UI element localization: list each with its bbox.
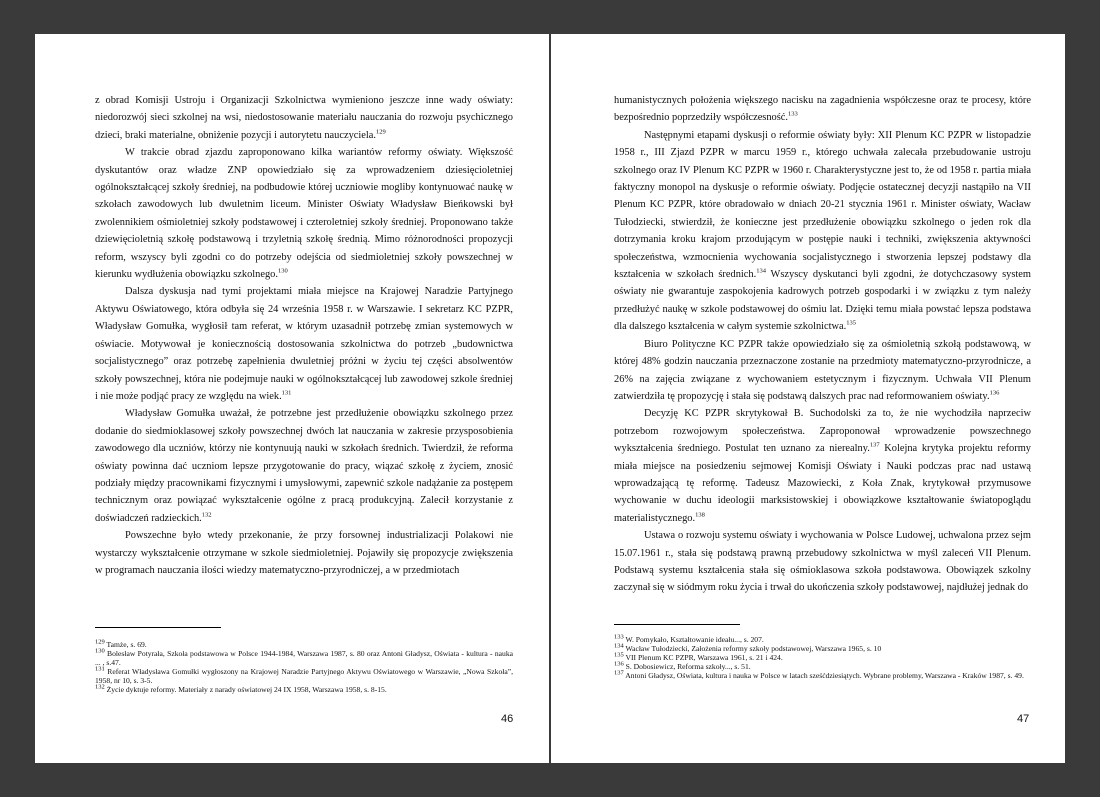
footnote: $^{131}$ Referat Władysława Gomułki wygłoszony na Krajowej Naradzie Partyjnego Aktywu Oświatowego w Warszawie, „Nowa Szkoła”, 1958, nr 10, s. 3-5. bbox=[95, 665, 513, 686]
footnote-ref[interactable]: 135 bbox=[846, 319, 857, 327]
left-page bbox=[35, 34, 549, 763]
footnote: $^{134}$ Wacław Tułodziecki, Założenia reformy szkoły podstawowej, Warszawa 1965, s. 10 bbox=[614, 642, 882, 654]
footnote: $^{132}$ Życie dyktuje reformy. Materiały z narady oświatowej 24 IX 1958, Warszawa 1958, s. 8-15. bbox=[95, 683, 387, 695]
footnote: $^{129}$ Tamże, s. 69. bbox=[95, 638, 147, 649]
footnote: $^{135}$ VII Plenum KC PZPR, Warszawa 1961, s. 21 i 424. bbox=[614, 651, 783, 663]
footnote: $^{130}$ Bolesław Potyrała, Szkoła podstawowa w Polsce 1944-1984, Warszawa 1987, s. 80 oraz Antoni Gładysz, Oświata - kultura - nauka ... , s.47. bbox=[95, 647, 513, 668]
footnote-divider bbox=[95, 627, 221, 628]
paragraph: Powszechne było wtedy przekonanie, że przy forsownej industrializacji Polakowi nie wystarczy wykształcenie otrzymane w szkole siedmioletniej. Pojawiły się propozycje zwiększenia w programach nauczania ilości wiedzy matematyczno-przyrodniczej, a w przedmiotach bbox=[95, 530, 513, 576]
footnote-ref[interactable]: 130 bbox=[277, 267, 288, 275]
footnotes bbox=[95, 640, 513, 695]
footnote-ref[interactable]: 129 bbox=[376, 128, 386, 136]
footnote-ref[interactable]: 132 bbox=[201, 511, 212, 519]
paragraph: humanistycznych położenia większego nacisku na zagadnienia współczesne oraz te procesy, które bezpośrednio poprzedziły współczesność.$^{133}$ bbox=[614, 95, 1031, 124]
paragraph: Biuro Polityczne KC PZPR także opowiedziało się za ośmioletnią szkołą podstawową, w której 48% godzin nauczania przeznaczone zostanie na przedmioty matematyczno-przyrodnicze, a 26% na zajęcia związane z wychowaniem estetycznym i fizycznym. Uchwała VII Plenum zatwierdziła tę propozycję i stała się podstawą dalszych prac nad reformowaniem oświaty.$^{136}$ bbox=[614, 338, 1031, 402]
paragraph: Dalsza dyskusja nad tymi projektami miała miejsce na Krajowej Naradzie Partyjnego Aktywu Oświatowego, która odbyła się 24 września 1958 r. w Warszawie. I sekretarz KC PZPR, Władysław Gomułka, wygłosił tam referat, w którym uzasadnił potrzebę zmian systemowych w oświacie. Motywował je koniecznością dostosowania szkolnictwa do potrzeb „budownictwa socjalistycznego” oraz potrzebę zapełnienia dwuletniej próżni w życiu tej części absolwentów szkoły powszechnej, która nie podejmuje nauki w ogólnokształcącej lub zawodowej szkole średniej i nie może podjąć pracy ze względu na wiek.$^{131}$ bbox=[95, 286, 513, 402]
footnote: $^{136}$ S. Dobosiewicz, Reforma szkoły..., s. 51. bbox=[614, 660, 751, 672]
paragraph: Ustawa o rozwoju systemu oświaty i wychowania w Polsce Ludowej, uchwalona przez sejm 15.07.1961 r., stała się podstawą prawną przebudowy szkolnictwa w myśl zaleceń VII Plenum. Podstawą systemu kształcenia stała się ośmioklasowa szkoła podstawowa. Obowiązek szkolny zaczynał się w siódmym roku życia i trwał do ukończenia szkoły podstawowej, najdłużej jednak do bbox=[614, 530, 1031, 594]
footnote-ref[interactable]: 137 bbox=[869, 441, 880, 449]
body-text bbox=[95, 92, 513, 579]
right-page bbox=[551, 34, 1065, 763]
page-number: 46 bbox=[501, 713, 514, 725]
page-number: 47 bbox=[1017, 713, 1030, 725]
paragraph: Następnymi etapami dyskusji o reformie oświaty były: XII Plenum KC PZPR w listopadzie 1958 r., III Zjazd PZPR w marcu 1959 r., którego uchwała zalecała przebudowanie ustroju szkolnego oraz IV Plenum KC PZPR w 1960 r. Charakterystyczne jest to, że od 1958 r. partia miała faktyczny monopol na dyskusje o reformie oświaty. Podjęcie ostatecznej decyzji nastąpiło na VII Plenum KC PZPR, które obradowało w dniach 20-21 stycznia 1961 r. Minister oświaty, Wacław Tułodziecki, stwierdził, że konieczne jest przedłużenie obowiązku szkolnego o jeden rok dla dotrzymania kroku krajom przodującym w postępie nauki i techniki, zwiększenia aktywności społeczeństwa, wzmocnienia wychowania socjalistycznego i stworzenia lepszej podstawy dla kształcenia w szkołach średnich.$^{134}$ Wszyscy dyskutanci byli zgodni, że dotychczasowy system oświaty nie gwarantuje zaspokojenia kadrowych potrzeb gospodarki i w związku z tym należy przedłużyć naukę w szkole podstawowej do ośmiu lat. Dzięki temu miała powstać lepsza podstawa dla dalszego kształcenia w całym systemie szkolnictwa.$^{135}$ bbox=[614, 129, 1031, 333]
body-text bbox=[614, 92, 1031, 597]
footnote-ref[interactable]: 136 bbox=[989, 389, 1000, 397]
footnote-ref[interactable]: 131 bbox=[281, 389, 292, 397]
footnotes bbox=[614, 635, 1031, 680]
footnote-ref[interactable]: 134 bbox=[756, 267, 766, 275]
paragraph: W trakcie obrad zjazdu zaproponowano kilka wariantów reformy oświaty. Większość dyskutantów oraz władze ZNP opowiedziało się za wprowadzeniem dziesięcioletniej ogólnokształcącej szkoły średniej, na podbudowie której uczniowie mogliby kontynuować naukę w szkołach zawodowych lub dwuletnim liceum. Minister Oświaty Władysław Bieńkowski był zwolennikiem ośmioletniej szkoły podstawowej i czteroletniej szkoły średniej. Proponowano także dziewięcioletnią szkołę podstawową i trzyletnią szkołę średnią. Mimo różnorodności propozycji reform, wszyscy byli zgodni co do potrzeby odejścia od siedmioletniej szkoły powszechnej w kierunku wydłużenia obowiązku szkolnego.$^{130}$ bbox=[95, 147, 513, 281]
footnote-ref[interactable]: 138 bbox=[695, 511, 705, 519]
paragraph: Decyzję KC PZPR skrytykował B. Suchodolski za to, że nie wychodziła naprzeciw potrzebom rozwojowym społeczeństwa. Zaproponował wprowadzenie powszechnego wykształcenia średniego. Postulat ten uznano za nierealny.$^{137}$ Kolejna krytyka projektu reformy miała miejsce na posiedzeniu sejmowej Komisji Oświaty i Nauki podczas prac nad ustawą wprowadzającą tę reformę. Tadeusz Mazowiecki, z Koła Znak, krytykował przymusowe wychowanie w duchu ideologii marksistowskiej i obowiązkowe kształtowanie światopoglądu materialistycznego.$^{138}$ bbox=[614, 408, 1031, 524]
footnote-divider bbox=[614, 624, 740, 625]
footnote: $^{137}$ Antoni Gładysz, Oświata, kultura i nauka w Polsce w latach sześćdziesiątych. Wybrane problemy, Warszawa - Kraków 1987, s. 49. bbox=[614, 669, 1024, 681]
paragraph: Władysław Gomułka uważał, że potrzebne jest przedłużenie obowiązku szkolnego przez dodanie do siedmioklasowej szkoły powszechnej dwóch lat nauczania w zakresie przysposobienia zawodowego dla uczniów, którzy nie kontynuują nauki w szkołach średnich. Twierdził, że reforma oświaty powinna dać uczniom lepsze przygotowanie do pracy, wiązać szkołę z życiem, znosić podziały między pracownikami fizycznymi i umysłowymi, zapewnić szkole nadążanie za postępem technicznym oraz powiązać wykształcenie ogólne z pracą produkcyjną. Zalecił korzystanie z doświadczeń radzieckich.$^{132}$ bbox=[95, 408, 513, 524]
footnote: $^{133}$ W. Pomykało, Kształtowanie ideału..., s. 207. bbox=[614, 633, 764, 644]
footnote-ref[interactable]: 133 bbox=[788, 110, 798, 118]
paragraph: z obrad Komisji Ustroju i Organizacji Szkolnictwa wymieniono jeszcze inne wady oświaty: niedorozwój sieci szkolnej na wsi, niedostosowanie materiału nauczania do rozwoju psychicznego dzieci, braki materialne, obniżenie pozycji i autorytetu nauczyciela.$^{129}$ bbox=[95, 95, 513, 141]
